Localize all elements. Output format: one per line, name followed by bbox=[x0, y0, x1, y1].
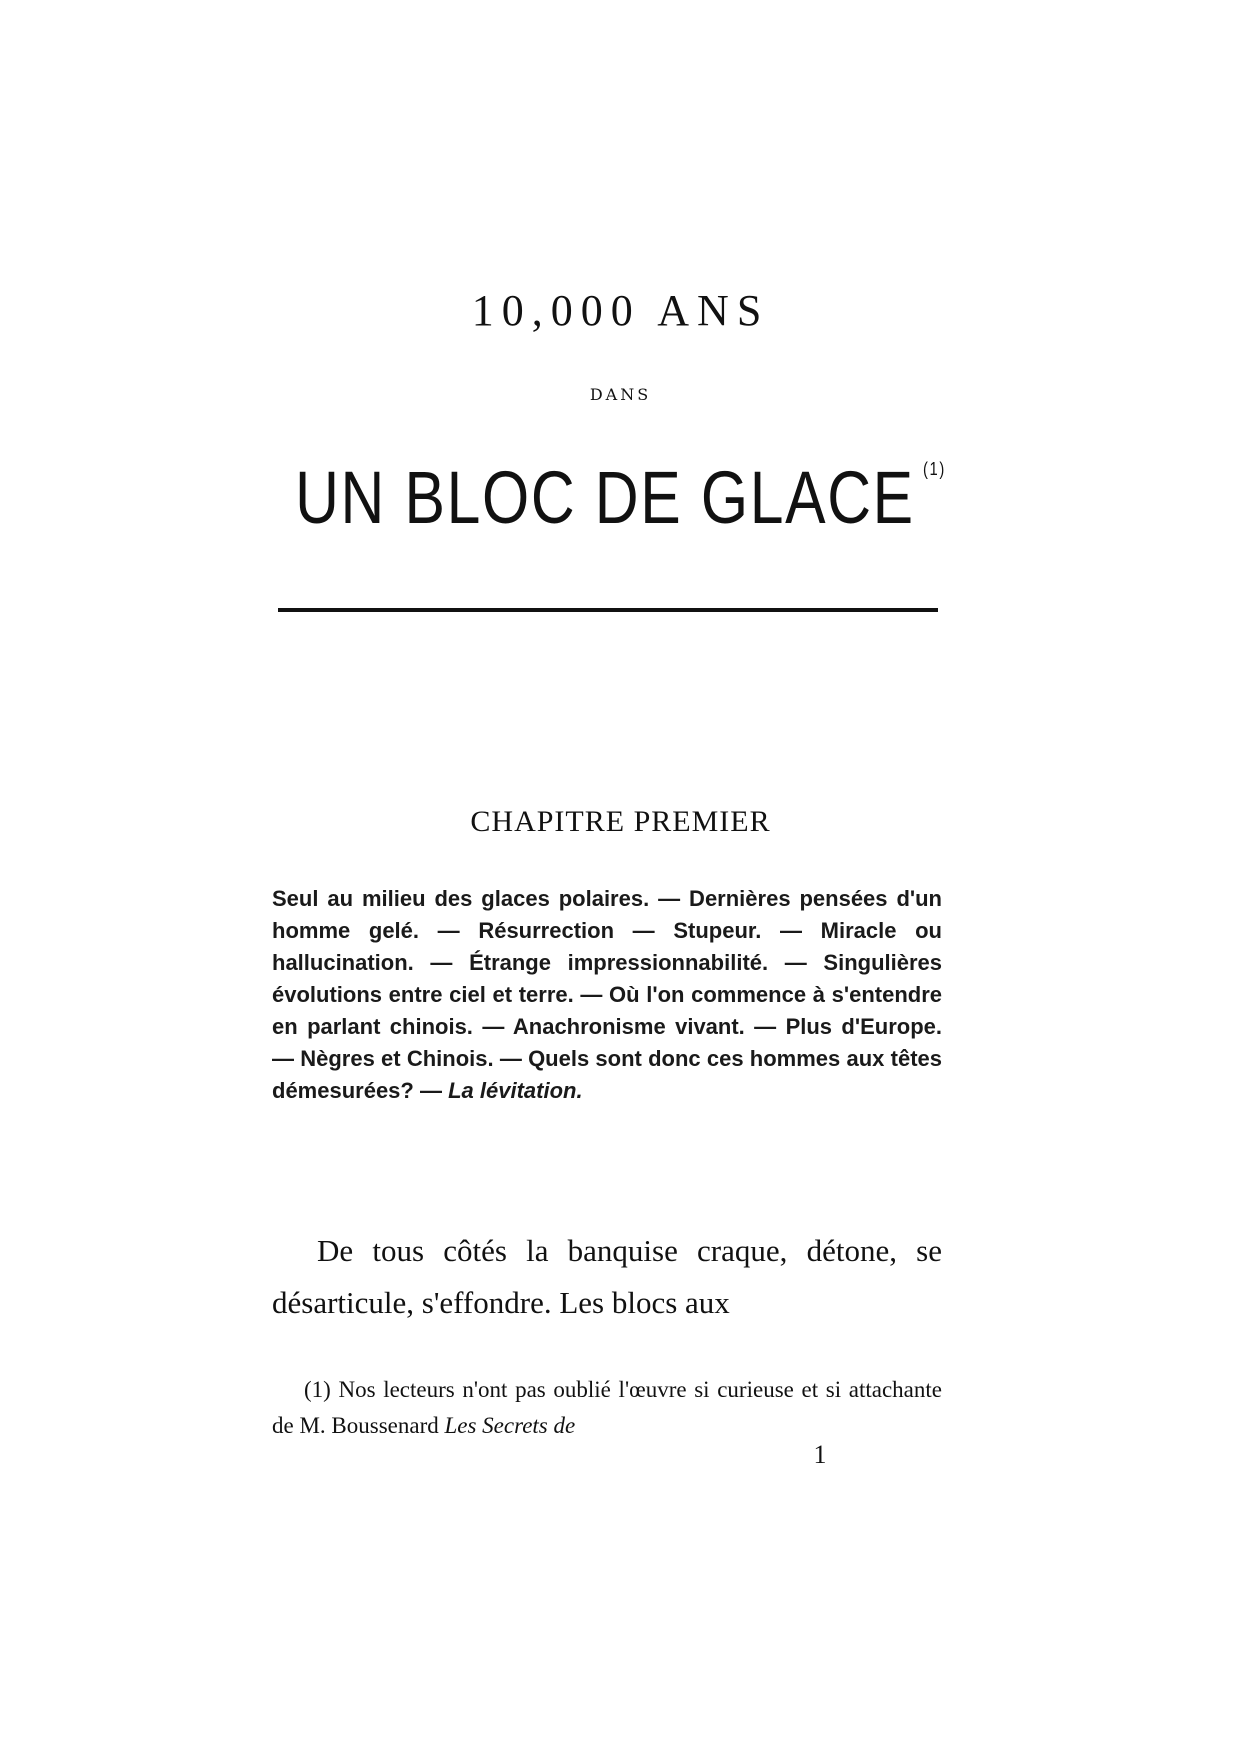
title-line-1: 10,000 ANS bbox=[471, 286, 770, 335]
footnote-marker: (1) bbox=[922, 459, 946, 479]
chapter-heading: CHAPITRE PREMIER bbox=[470, 805, 771, 838]
chapter-summary-italic: La lévitation. bbox=[448, 1078, 583, 1103]
footnote-text: (1) Nos lecteurs n'ont pas oublié l'œuvre si curieuse et si attachante de M. Boussenard bbox=[272, 1377, 942, 1438]
book-title bbox=[112, 455, 1130, 540]
footnote bbox=[272, 1372, 942, 1444]
chapter-summary bbox=[272, 883, 942, 1107]
book-title-text: UN BLOC DE GLACE bbox=[295, 456, 915, 539]
page-number: 1 bbox=[813, 1440, 827, 1469]
title-line-2: DANS bbox=[589, 385, 652, 404]
chapter-summary-text: Seul au milieu des glaces polaires. — Dernières pensées d'un homme gelé. — Résurrection — Stupeur. — Miracle ou hallucination. — Étrange impressionnabilité. — Singulières évolutions entre ciel et terre. — Où l'on commence à s'entendre en parlant chinois. — Anachronisme vivant. — Plus d'Europe. — Nègres et Chinois. — Quels sont donc ces hommes aux têtes démesurées? — bbox=[272, 886, 942, 1103]
body-paragraph: De tous côtés la banquise craque, détone, se désarticule, s'effondre. Les blocs aux bbox=[272, 1233, 942, 1320]
footnote-italic: Les Secrets de bbox=[444, 1413, 576, 1438]
title-divider bbox=[278, 608, 938, 612]
